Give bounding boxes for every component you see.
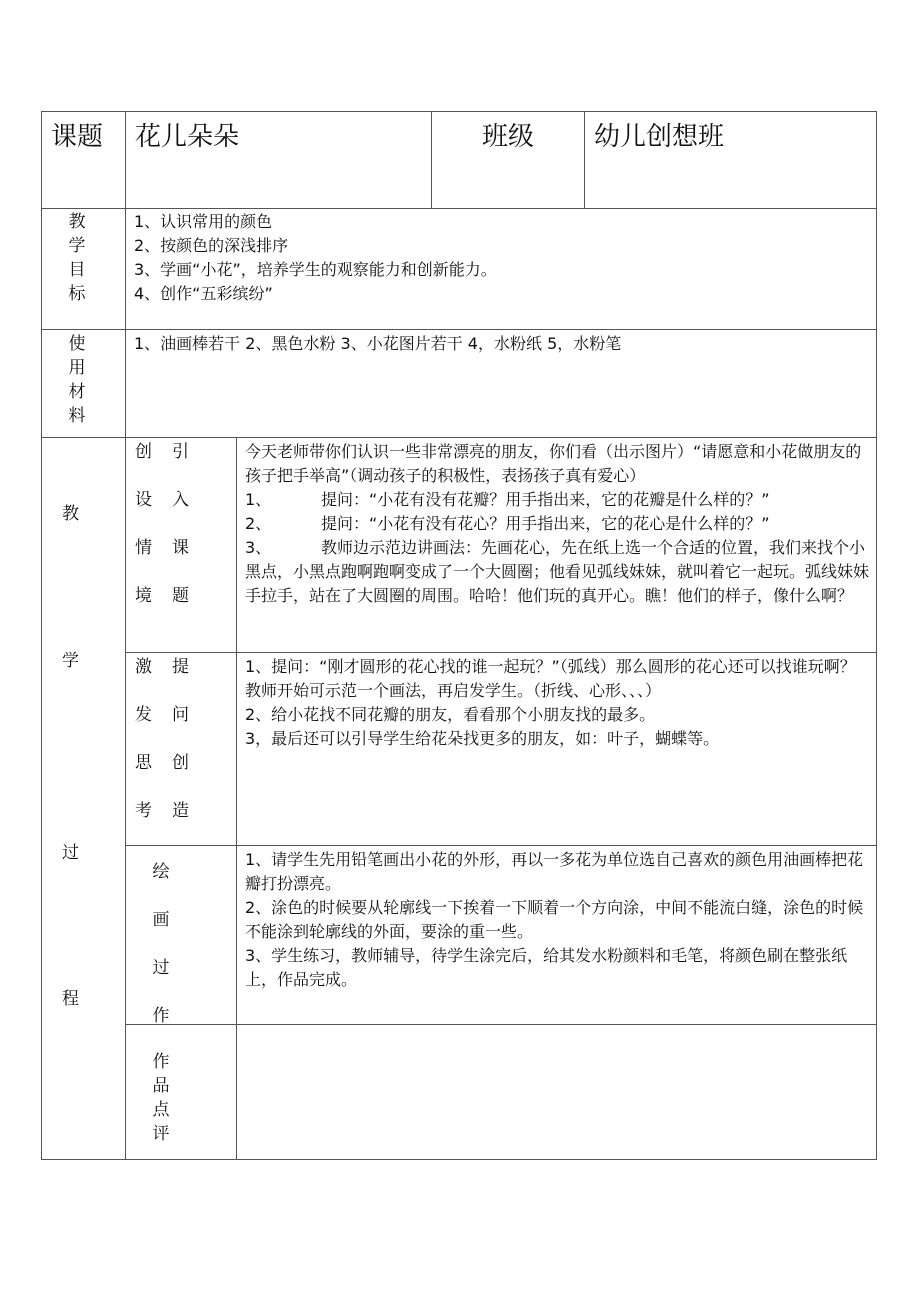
label-char: 画	[152, 910, 170, 930]
table-col-divider-header-b	[584, 111, 585, 209]
class-label: 班级	[482, 122, 535, 152]
section-intro-label-row	[135, 536, 189, 584]
process-label-char: 教	[62, 504, 79, 524]
section-review-content	[245, 1030, 870, 1150]
table-divider-row3	[41, 437, 877, 438]
label-char: 境	[135, 586, 152, 606]
objective-item: 4、创作“五彩缤纷”	[134, 284, 273, 303]
section-intro-label-row	[135, 584, 189, 632]
table-border-top	[41, 111, 877, 112]
materials-label-char: 料	[68, 406, 86, 426]
label-char: 创	[172, 753, 189, 773]
objective-item: 3、学画“小花”，培养学生的观察能力和创新能力。	[134, 260, 497, 279]
label-char: 入	[172, 490, 189, 510]
subject-label: 课题	[51, 122, 104, 152]
intro-step	[245, 536, 870, 608]
objectives-label-char: 标	[68, 284, 86, 304]
label-char: 情	[135, 538, 152, 558]
section-inspire-label-row	[135, 751, 189, 799]
label-char: 问	[172, 705, 189, 725]
intro-step	[245, 512, 870, 536]
table-divider-row2	[41, 329, 877, 330]
label-char: 过	[152, 958, 170, 978]
inspire-paragraph: 2、给小花找不同花瓣的朋友，看看那个小朋友找的最多。	[245, 705, 656, 724]
section-inspire-label-row	[135, 799, 189, 847]
section-drawing-content	[245, 848, 870, 992]
label-char: 品	[152, 1076, 170, 1096]
step-text: 教师边示范边讲画法：先画花心，先在纸上选一个合适的位置，我们来找个小黑点，小黑点跑啊跑啊变成了一个大圆圈；他看见弧线妹妹，就叫着它一起玩。弧线妹妹手拉手，站在了大圆圈的周围。哈哈！他们玩的真开心。瞧！他们的样子，像什么啊？	[245, 538, 870, 605]
drawing-paragraph: 2、涂色的时候要从轮廓线一下挨着一下顺着一个方向涂，中间不能流白缝，涂色的时候不能涂到轮廓线的外面，要涂的重一些。	[245, 898, 864, 941]
objectives-label-char: 学	[68, 236, 86, 256]
materials-text: 1、油画棒若干 2、黑色水粉 3、小花图片若干 4，水粉纸 5，水粉笔	[134, 334, 622, 353]
objective-item: 1、认识常用的颜色	[134, 212, 273, 231]
section-inspire-label	[135, 655, 189, 847]
table-divider-sub3	[125, 1024, 877, 1025]
label-char: 引	[172, 442, 189, 462]
objectives-label-char: 教	[68, 212, 86, 232]
label-char: 造	[172, 801, 189, 821]
intro-paragraph: 今天老师带你们认识一些非常漂亮的朋友，你们看（出示图片）“请愿意和小花做朋友的孩子把手举高”（调动孩子的积极性，表扬孩子真有爱心）	[245, 442, 862, 485]
table-border-left	[41, 111, 42, 1160]
materials-label-char: 用	[68, 358, 86, 378]
intro-step	[245, 488, 870, 512]
label-char: 提	[172, 657, 189, 677]
drawing-paragraph: 3、学生练习，教师辅导，待学生涂完后，给其发水粉颜料和毛笔，将颜色刷在整张纸上，作品完成。	[245, 946, 848, 989]
objectives-label-char: 目	[68, 260, 86, 280]
step-text: 提问：“小花有没有花瓣？用手指出来，它的花瓣是什么样的？”	[321, 490, 770, 509]
label-char: 创	[135, 442, 152, 462]
label-char: 点	[152, 1100, 170, 1120]
step-number: 2、	[245, 514, 272, 533]
inspire-paragraph: 3，最后还可以引导学生给花朵找更多的朋友，如：叶子，蝴蝶等。	[245, 729, 720, 748]
label-char: 思	[135, 753, 152, 773]
label-char: 发	[135, 705, 152, 725]
inspire-paragraph: 1、提问：“刚才圆形的花心找的谁一起玩？”（弧线）那么圆形的花心还可以找谁玩啊？教师开始可示范一个画法，再启发学生。（折线、心形、、、）	[245, 657, 856, 700]
table-divider-row1	[41, 208, 877, 209]
section-inspire-content	[245, 655, 870, 751]
label-char: 绘	[152, 862, 170, 882]
step-number: 3、	[245, 538, 272, 557]
section-inspire-label-row	[135, 655, 189, 703]
label-char: 设	[135, 490, 152, 510]
section-intro-label-row	[135, 488, 189, 536]
table-col-divider-process	[236, 437, 237, 1160]
label-char: 课	[172, 538, 189, 558]
label-char: 激	[135, 657, 152, 677]
class-value: 幼儿创想班	[594, 122, 725, 152]
table-col-divider-header-a	[431, 111, 432, 209]
table-border-right	[876, 111, 877, 1160]
drawing-paragraph: 1、请学生先用铅笔画出小花的外形，再以一多花为单位选自己喜欢的颜色用油画棒把花瓣打扮漂亮。	[245, 850, 864, 893]
table-border-bottom	[41, 1159, 877, 1160]
table-divider-sub1	[125, 652, 877, 653]
table-divider-sub2	[125, 845, 877, 846]
section-drawing-label	[148, 848, 174, 1040]
section-intro-label	[135, 440, 189, 632]
process-label-char: 学	[62, 651, 79, 671]
label-char: 题	[172, 586, 189, 606]
step-number: 1、	[245, 490, 272, 509]
process-label-char: 过	[62, 843, 79, 863]
section-intro-content	[245, 440, 870, 608]
section-inspire-label-row	[135, 703, 189, 751]
materials-label	[64, 332, 90, 428]
objectives-list	[134, 210, 869, 306]
objective-item: 2、按颜色的深浅排序	[134, 236, 289, 255]
subject-value: 花儿朵朵	[135, 122, 240, 152]
label-char: 作	[152, 1006, 170, 1026]
label-char: 评	[152, 1124, 170, 1144]
table-col-divider-main	[125, 111, 126, 1160]
section-intro-label-row	[135, 440, 189, 488]
objectives-label	[64, 210, 90, 306]
materials-label-char: 使	[68, 334, 86, 354]
process-label-char: 程	[62, 989, 79, 1009]
label-char: 作	[152, 1052, 170, 1072]
section-review-label	[148, 1050, 174, 1146]
label-char: 考	[135, 801, 152, 821]
materials-label-char: 材	[68, 382, 86, 402]
step-text: 提问：“小花有没有花心？用手指出来，它的花心是什么样的？”	[321, 514, 770, 533]
